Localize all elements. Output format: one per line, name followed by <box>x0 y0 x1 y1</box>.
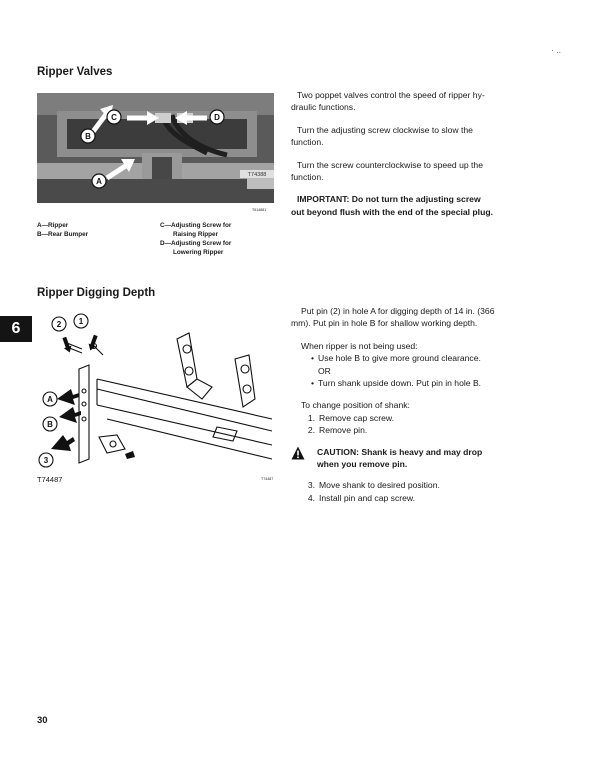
step-item <box>303 479 531 491</box>
ripper-valves-heading: Ripper Valves <box>37 66 113 78</box>
important-line-1: IMPORTANT: Do not turn the adjusting screw <box>297 194 481 205</box>
legend-right <box>160 221 231 257</box>
when-not-used: When ripper is not being used: <box>301 340 418 351</box>
photo-id: T614881 <box>252 208 267 212</box>
step-item <box>303 412 531 424</box>
step-item <box>303 492 531 504</box>
step-number: 1. <box>307 412 315 423</box>
caution-text <box>317 446 482 471</box>
figure-callout-1: 1 <box>78 317 84 326</box>
ripper-valves-text <box>291 89 523 218</box>
figure-callout-3: 3 <box>43 456 49 465</box>
ripper-valves-photo-drawing <box>37 93 274 203</box>
caution-block <box>291 446 531 471</box>
digging-depth-heading: Ripper Digging Depth <box>37 287 156 299</box>
step-item <box>303 424 531 436</box>
legend-left <box>37 221 88 239</box>
step-text: Remove pin. <box>319 425 368 436</box>
valves-para-1-line-2: draulic functions. <box>291 102 356 113</box>
legend-item-d-cont: Lowering Ripper <box>173 249 224 256</box>
photo-callout-c: C <box>111 113 117 122</box>
step-text: Install pin and cap screw. <box>319 492 416 503</box>
digging-depth-text <box>291 305 531 504</box>
page-number: 30 <box>37 715 48 726</box>
photo-callout-d: D <box>214 113 220 122</box>
ripper-shank-figure <box>37 309 282 474</box>
step-number: 3. <box>307 480 315 491</box>
valves-para-2-line-1: Turn the adjusting screw clockwise to slow the <box>297 124 473 135</box>
depth-para-line-2: mm). Put pin in hole B for shallow working depth. <box>291 318 478 329</box>
photo-callout-a: A <box>96 177 102 186</box>
important-line-2: out beyond flush with the end of the special plug. <box>291 206 493 217</box>
ripper-valves-photo <box>37 93 274 203</box>
caution-line-2: when you remove pin. <box>317 459 408 470</box>
step-text: Remove cap screw. <box>319 412 394 423</box>
step-number: 4. <box>307 492 315 503</box>
figure-label-small: T74487 <box>261 477 274 481</box>
figure-callout-b: B <box>47 420 53 429</box>
photo-callout-b: B <box>85 132 91 141</box>
figure-callout-2: 2 <box>56 320 62 329</box>
not-used-bullets <box>291 352 531 389</box>
bullet-text-2: Turn shank upside down. Put pin in hole B. <box>318 378 482 389</box>
corner-mark: · .. <box>551 45 562 55</box>
valves-para-3-line-2: function. <box>291 172 324 183</box>
valves-para-2-line-2: function. <box>291 137 324 148</box>
steps-list-a <box>291 412 531 437</box>
change-intro: To change position of shank: <box>301 400 410 411</box>
valves-para-3-line-1: Turn the screw counterclockwise to speed up the <box>297 159 483 170</box>
bullet-item: • Turn shank upside down. Put pin in hole B. <box>310 378 482 389</box>
legend-item-c: C—Adjusting Screw for <box>160 222 232 229</box>
ripper-shank-drawing <box>37 309 282 474</box>
valves-para-1-line-1: Two poppet valves control the speed of ripper hy- <box>297 90 485 100</box>
legend-item-a: A—Ripper <box>37 222 69 229</box>
bullet-item: • Use hole B to give more ground clearance. <box>310 353 481 364</box>
depth-para-line-1: Put pin (2) in hole A for digging depth of 14 in. (366 <box>301 306 495 316</box>
legend-item-b: B—Rear Bumper <box>37 231 89 238</box>
section-tab: 6 <box>0 316 32 342</box>
figure-callout-a: A <box>47 395 53 404</box>
step-number: 2. <box>307 425 315 436</box>
steps-list-b <box>291 479 531 504</box>
legend-item-d: D—Adjusting Screw for <box>160 240 232 247</box>
or-text: OR <box>318 365 331 376</box>
figure-label: T74487 <box>37 475 63 484</box>
bullet-text-1: Use hole B to give more ground clearance. <box>318 353 481 364</box>
caution-triangle-icon <box>291 446 305 460</box>
legend-item-c-cont: Raising Ripper <box>173 231 219 238</box>
step-text: Move shank to desired position. <box>319 480 440 491</box>
caution-line-1: CAUTION: Shank is heavy and may drop <box>317 446 483 457</box>
photo-stamp: T74388 <box>247 172 267 178</box>
